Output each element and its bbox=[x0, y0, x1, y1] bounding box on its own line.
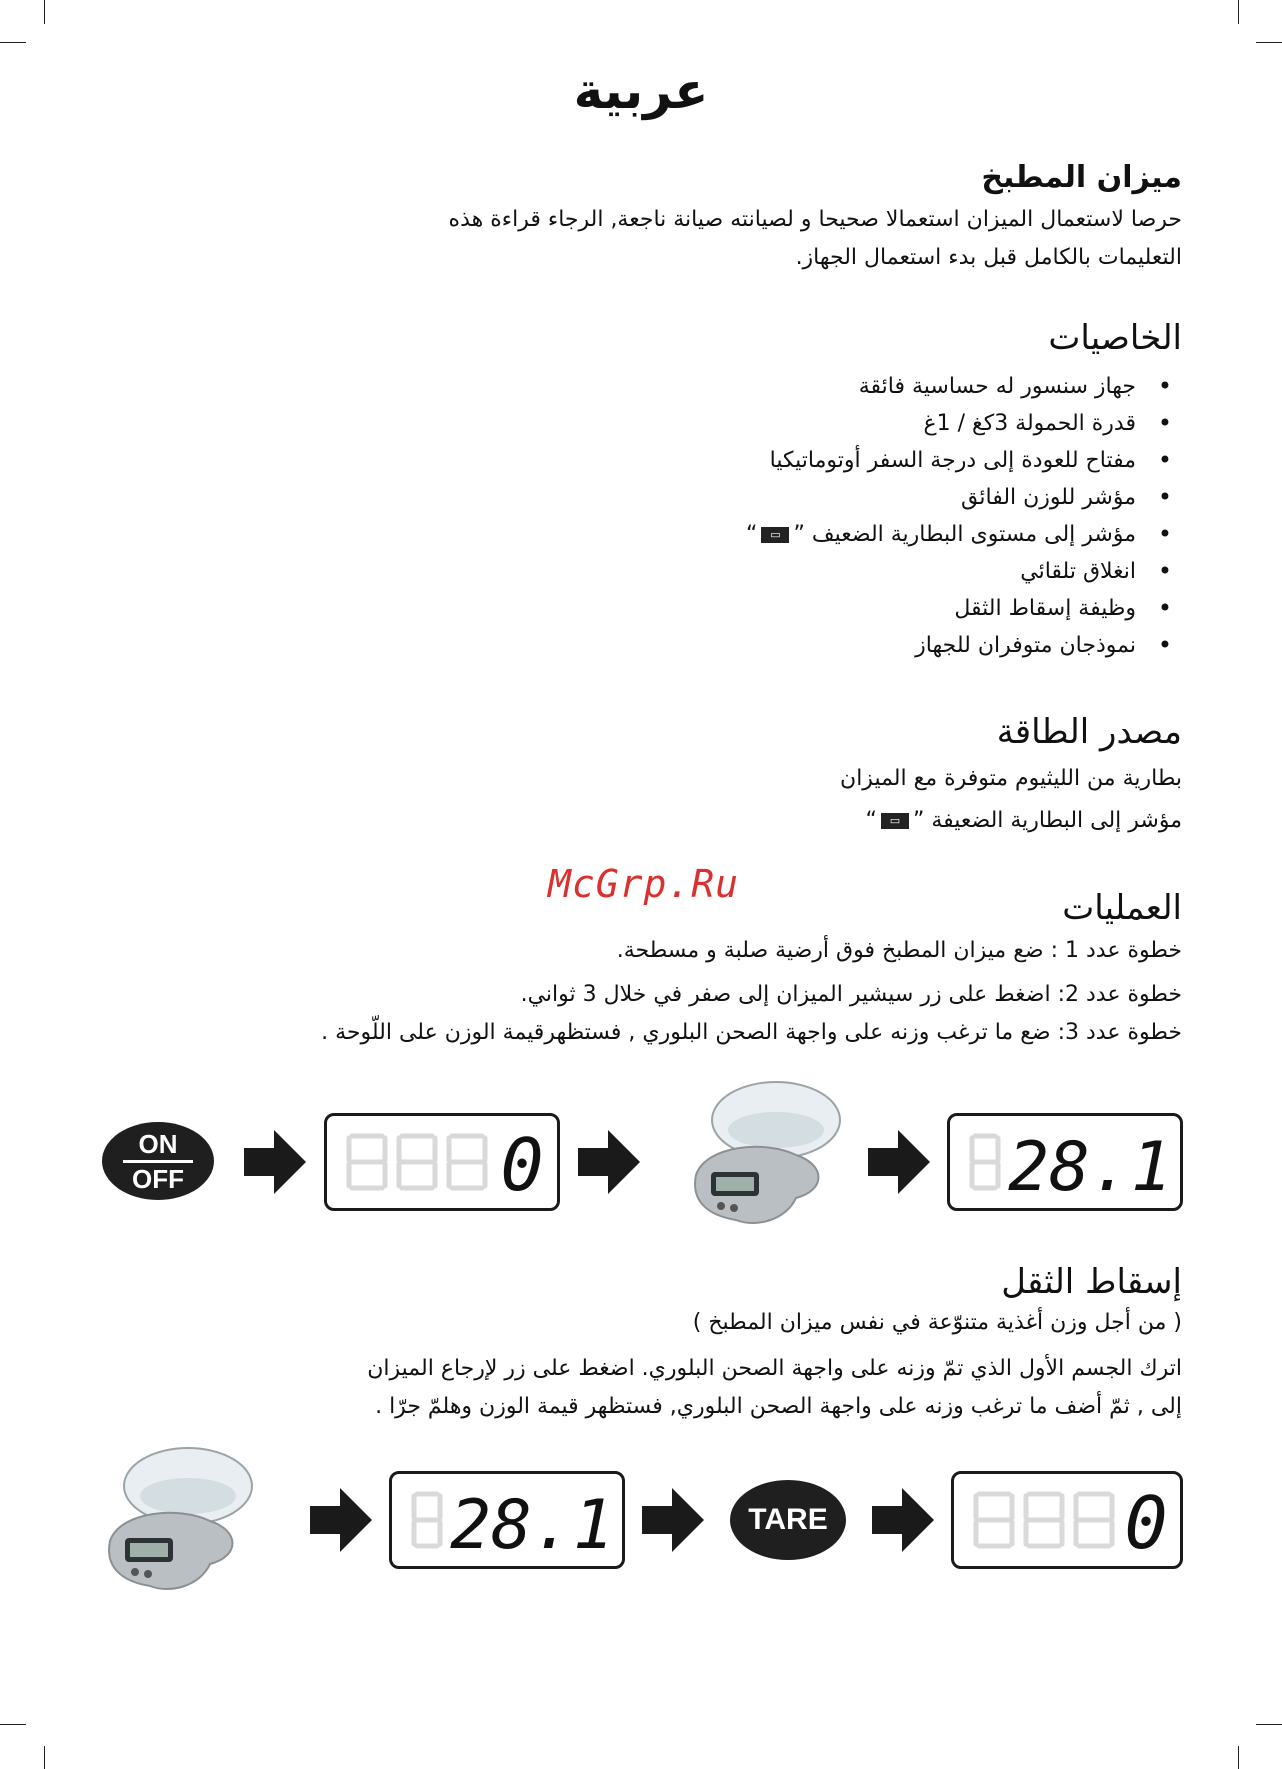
button-divider bbox=[123, 1160, 193, 1163]
power-heading: مصدر الطاقة bbox=[996, 712, 1182, 752]
battery-icon: ▭ bbox=[761, 527, 789, 543]
page-title: عربية bbox=[573, 62, 709, 120]
on-label: ON bbox=[138, 1128, 178, 1159]
crop-mark bbox=[1238, 0, 1239, 24]
step-1: خطوة عدد 1 : ضع ميزان المطبخ فوق أرضية صلبة و مسطحة. bbox=[616, 938, 1182, 963]
kitchen-scale-image bbox=[96, 1446, 266, 1596]
arrow-right-icon bbox=[578, 1130, 640, 1194]
power-line-1: بطارية من الليثيوم متوفرة مع الميزان bbox=[840, 766, 1182, 791]
features-list bbox=[182, 368, 1182, 664]
watermark: McGrp.Ru bbox=[548, 862, 740, 906]
arrow-right-icon bbox=[868, 1130, 930, 1194]
display-value: 28.1 bbox=[450, 1486, 614, 1565]
features-heading: الخاصيات bbox=[1048, 318, 1182, 358]
crop-mark bbox=[1256, 1724, 1282, 1725]
tare-line-1: اترك الجسم الأول الذي تمّ وزنه على واجهة الصحن البلوري. اضغط على زر لإرجاع الميزان bbox=[367, 1356, 1182, 1381]
list-item: • انغلاق تلقائي bbox=[182, 553, 1172, 590]
power-section bbox=[182, 712, 1182, 840]
ghost-digits bbox=[976, 1494, 1112, 1546]
display-value: 28.1 bbox=[1008, 1128, 1172, 1207]
crop-mark bbox=[44, 0, 45, 24]
ghost-digit bbox=[972, 1136, 998, 1188]
operations-section bbox=[182, 888, 1182, 1052]
display-value: 0 bbox=[1124, 1481, 1168, 1565]
tare-line-2: إلى , ثمّ أضف ما ترغب وزنه على واجهة الصحن البلوري, فستظهر قيمة الوزن وهلمّ جرّا . bbox=[375, 1394, 1182, 1419]
intro-line-2: التعليمات بالكامل قبل بدء استعمال الجهاز. bbox=[795, 245, 1182, 270]
crop-mark bbox=[1256, 42, 1282, 43]
kitchen-scale-image bbox=[676, 1080, 846, 1230]
ghost-digits bbox=[349, 1136, 485, 1188]
crop-mark bbox=[1238, 1746, 1239, 1769]
list-item: • جهاز سنسور له حساسية فائقة bbox=[182, 368, 1172, 405]
list-item: • مؤشر للوزن الفائق bbox=[182, 479, 1172, 516]
intro-section bbox=[182, 160, 1182, 277]
intro-line-1: حرصا لاستعمال الميزان استعمالا صحيحا و لصيانته صيانة ناجعة, الرجاء قراءة هذه bbox=[448, 207, 1182, 232]
arrow-right-icon bbox=[244, 1130, 306, 1194]
lcd-display-zero bbox=[951, 1471, 1183, 1569]
step-2: خطوة عدد 2: اضغط على زر سيشير الميزان إلى صفر في خلال 3 ثواني. bbox=[520, 982, 1182, 1007]
on-off-button bbox=[102, 1122, 214, 1200]
step-3: خطوة عدد 3: ضع ما ترغب وزنه على واجهة الصحن البلوري , فستظهرقيمة الوزن على اللّوحة . bbox=[321, 1020, 1182, 1045]
ghost-digit bbox=[414, 1494, 440, 1546]
arrow-right-icon bbox=[872, 1488, 934, 1552]
intro-heading: ميزان المطبخ bbox=[981, 160, 1182, 195]
tare-section bbox=[82, 1262, 1182, 1426]
off-label: OFF bbox=[132, 1163, 184, 1194]
tare-heading: إسقاط الثقل bbox=[1001, 1262, 1182, 1302]
lcd-display-weight bbox=[947, 1113, 1183, 1211]
crop-mark bbox=[44, 1746, 45, 1769]
crop-mark bbox=[0, 42, 26, 43]
list-item: • قدرة الحمولة 3كغ / 1غ bbox=[182, 405, 1172, 442]
features-section bbox=[182, 318, 1182, 664]
operations-heading: العمليات bbox=[1062, 888, 1182, 928]
list-item: • وظيفة إسقاط الثقل bbox=[182, 590, 1172, 627]
arrow-right-icon bbox=[642, 1488, 704, 1552]
list-item: • نموذجان متوفران للجهاز bbox=[182, 627, 1172, 664]
battery-icon: ▭ bbox=[881, 813, 909, 829]
power-line-2: مؤشر إلى البطارية الضعيفة ”▭“ bbox=[865, 808, 1182, 833]
lcd-display-weight bbox=[389, 1471, 625, 1569]
list-item: • مفتاح للعودة إلى درجة السفر أوتوماتيكيا bbox=[182, 442, 1172, 479]
tare-button bbox=[730, 1480, 846, 1560]
display-value: 0 bbox=[500, 1123, 544, 1207]
list-item: • مؤشر إلى مستوى البطارية الضعيف ”▭“ bbox=[182, 516, 1172, 553]
arrow-right-icon bbox=[310, 1488, 372, 1552]
tare-subtitle: ( من أجل وزن أغذية متنوّعة في نفس ميزان المطبخ ) bbox=[692, 1310, 1182, 1335]
crop-mark bbox=[0, 1724, 26, 1725]
tare-label: TARE bbox=[748, 1503, 828, 1536]
lcd-display-zero bbox=[324, 1113, 560, 1211]
